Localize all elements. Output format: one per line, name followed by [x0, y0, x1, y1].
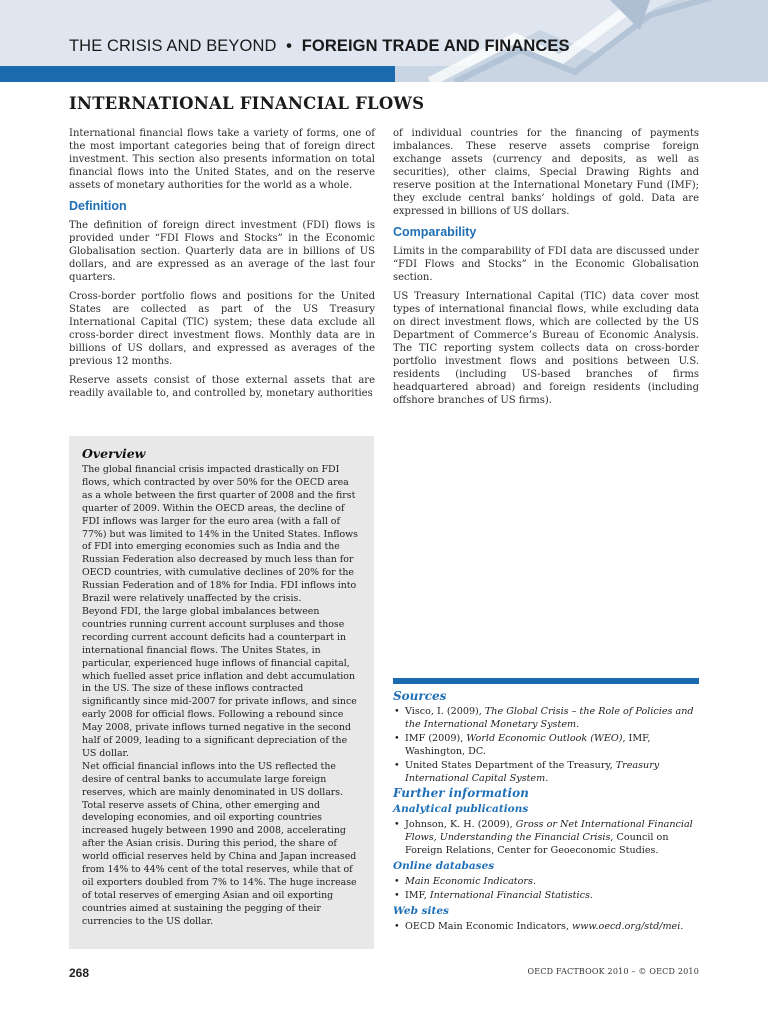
- reference-text: .: [680, 921, 684, 932]
- reference-text: Johnson, K. H. (2009),: [405, 819, 516, 830]
- databases-list: [393, 875, 703, 902]
- page-title: INTERNATIONAL FINANCIAL FLOWS: [69, 94, 425, 113]
- reference-text: .: [532, 876, 537, 887]
- header-separator: •: [286, 37, 293, 55]
- reference-item: [393, 889, 703, 902]
- reference-title: www.oecd.org/std/mei: [572, 921, 681, 932]
- bullet-icon: •: [394, 876, 400, 887]
- reference-item: [393, 759, 703, 785]
- definition-paragraph: The definition of foreign direct investment (FDI) flows is provided under “FDI Flows and Stocks” in the Economic Globalisation section. Quarterly data are in billions of US dollars, and are expressed as an average of the last four quarters.: [69, 220, 375, 283]
- overview-paragraph: Beyond FDI, the large global imbalances between countries running current account surpluses and those recording current account deficits had a counterpart in international financial flows. The Unites States, in particular, experienced huge inflows of financial capital, which fuelled asset price inflation and debt accumulation in the US. The size of these inflows contracted significantly since mid-2007 for private inflows, and since early 2008 for official flows. Following a rebound since May 2008, private inflows turned negative in the second half of 2009, leading to a significant depreciation of the US dollar.: [82, 605, 357, 759]
- footer-text: OECD FACTBOOK 2010 – © OECD 2010: [527, 967, 699, 976]
- reference-text: Visco, I. (2009),: [405, 706, 485, 717]
- databases-heading: Online databases: [393, 860, 495, 872]
- left-column: [69, 127, 375, 406]
- reference-text: .: [545, 773, 549, 784]
- reference-text: .: [576, 719, 580, 730]
- bullet-icon: •: [394, 921, 400, 932]
- overview-heading: Overview: [82, 446, 146, 461]
- overview-paragraph: The global financial crisis impacted drastically on FDI flows, which contracted by over 50% for the OECD area as a whole between the first quarter of 2008 and the first quarter of 2009. Within the OECD areas, the decline of FDI inflows was larger for the euro area (with a fall of 77%) but was limited to 14% in the United States. Inflows of FDI into emerging economies such as India and the Russian Federation also decreased by much less than for OECD countries, with cumulative declines of 20% for the Russian Federation and of 18% for India. FDI inflows into Brazil were relatively unaffected by the crisis.: [82, 464, 358, 605]
- analytical-list: [393, 818, 703, 857]
- bullet-icon: •: [394, 819, 400, 830]
- reference-title: The Global Crisis – the Role of Policies and the International Monetary System: [405, 706, 694, 730]
- bullet-icon: •: [394, 733, 400, 744]
- reference-item: [393, 705, 703, 731]
- reference-title: Main Economic Indicators: [405, 876, 533, 887]
- sources-divider: [393, 678, 699, 684]
- reference-title: Treasury International Capital System: [405, 760, 660, 784]
- comparability-paragraph: Limits in the comparability of FDI data are discussed under “FDI Flows and Stocks” in the Economic Globalisation section.: [393, 246, 699, 283]
- analytical-heading: Analytical publications: [393, 803, 529, 815]
- websites-list: [393, 920, 703, 933]
- reference-item: [393, 732, 703, 758]
- bullet-icon: •: [394, 760, 400, 771]
- overview-paragraph: Net official financial inflows into the US reflected the desire of central banks to accumulate large foreign reserves, which are mainly denominated in US dollars. Total reserve assets of China, other emerging and developing economies, and oil exporting countries increased hugely between 1990 and 2008, accelerating after the Asian crisis. During this period, the share of world official reserves held by China and Japan increased from 14% to 44% cent of the total reserves, while that of oil exporters doubled from 7% to 14%. The huge increase of total reserves of emerging Asian and oil exporting countries aimed at sustaining the pegging of their currencies to the US dollar.: [82, 760, 357, 927]
- overview-box: [69, 436, 374, 949]
- definition-paragraph: Cross-border portfolio flows and positions for the United States are collected as part of the US Treasury International Capital (TIC) system; these data exclude all cross-border direct investment flows. Monthly data are in billions of US dollars, and expressed as averages of the previous 12 months.: [69, 291, 375, 367]
- reference-text: IMF (2009),: [405, 733, 467, 744]
- reference-item: [393, 818, 703, 857]
- bullet-icon: •: [394, 706, 400, 717]
- comparability-paragraph: US Treasury International Capital (TIC) data cover most types of international financial flows, while excluding data on direct investment flows, which are collected by the US Department of Commerce’s Bureau of Economic Analysis. The TIC reporting system collects data on cross-border portfolio investment flows and positions between U.S. residents (including US-based branches of firms headquartered abroad) and foreign residents (including offshore branches of US firms).: [393, 291, 699, 406]
- reference-title: International Financial Statistics: [429, 890, 590, 901]
- definition-paragraph-part: Reserve assets consist of those external assets that are readily available to, and controlled by, monetary authorities: [69, 375, 375, 399]
- reference-item: [393, 875, 703, 888]
- reference-title: World Economic Outlook (WEO): [466, 733, 623, 744]
- reference-title: Gross or Net International Financial Flows, Understanding the Financial Crisis: [405, 819, 693, 843]
- header-accent-bar: [0, 66, 395, 82]
- intro-paragraph: International financial flows take a variety of forms, one of the most important categories being that of foreign direct investment. This section also presents information on total financial flows into the United States, and on the reserve assets of monetary authorities for the world as a whole.: [69, 128, 375, 191]
- websites-heading: Web sites: [393, 905, 449, 917]
- reference-text: OECD Main Economic Indicators,: [405, 921, 572, 932]
- sources-heading: Sources: [393, 689, 447, 703]
- sources-panel: [393, 690, 703, 935]
- reference-item: [393, 920, 703, 933]
- sources-list: [393, 705, 703, 785]
- further-info-heading: Further information: [393, 786, 529, 800]
- definition-paragraph-continued: of individual countries for the financing of payments imbalances. These reserve assets comprise foreign exchange assets (currency and deposits, as well as securities), other claims, Special Drawing Rights and reserve position at the International Monetary Fund (IMF); they exclude central banks’ holdings of gold. Data are expressed in billions of US dollars.: [393, 128, 699, 217]
- reference-text: , Council on Foreign Relations, Center for Geoeconomic Studies.: [405, 832, 669, 856]
- header-subsection: FOREIGN TRADE AND FINANCES: [301, 37, 570, 55]
- reference-text: United States Department of the Treasury,: [405, 760, 616, 771]
- comparability-heading: Comparability: [393, 225, 477, 239]
- reference-text: IMF,: [405, 890, 430, 901]
- reference-text: , IMF, Washington, DC.: [405, 733, 651, 757]
- header-section: THE CRISIS AND BEYOND: [69, 37, 277, 55]
- page-number: 268: [69, 966, 90, 980]
- definition-heading: Definition: [69, 199, 127, 213]
- bullet-icon: •: [394, 890, 400, 901]
- running-header: [69, 37, 570, 56]
- reference-text: .: [589, 890, 593, 901]
- right-column: [393, 127, 699, 413]
